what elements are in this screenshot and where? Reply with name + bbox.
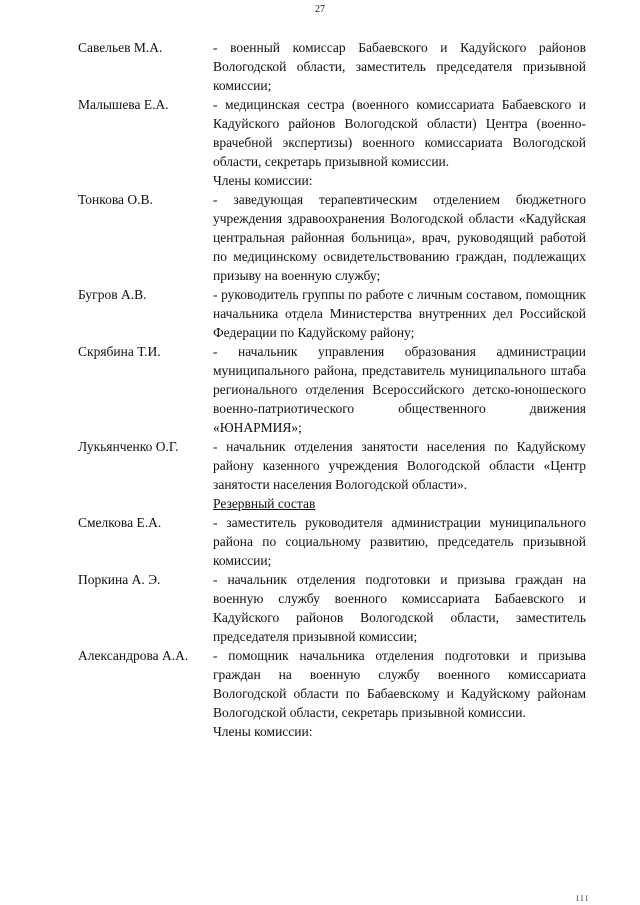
reserve-heading: Резервный состав — [213, 496, 316, 511]
person-role: - начальник отделения подготовки и призыва граждан на военную службу военного комиссариата Бабаевского и Кадуйского районов Вологодской области, заместитель председателя призывной комиссии; — [213, 572, 586, 644]
reserve-heading-row — [78, 494, 586, 513]
list-item — [78, 513, 586, 570]
person-name: Малышева Е.А. — [78, 97, 169, 112]
footer-mark: I I I — [576, 894, 588, 903]
list-item — [78, 38, 586, 95]
person-name: Савельев М.А. — [78, 40, 163, 55]
person-name: Поркина А. Э. — [78, 572, 161, 587]
person-name: Смелкова Е.А. — [78, 515, 162, 530]
person-role: - руководитель группы по работе с личным составом, помощник начальника отдела Министерства внутренних дел Российской Федерации по Кадуйскому району; — [213, 287, 586, 340]
person-role: - заведующая терапевтическим отделением бюджетного учреждения здравоохранения Вологодской области «Кадуйская центральная районная больница», врач, руководящий работой по медицинскому освидетельствованию граждан, подлежащих призыву на военную службу; — [213, 192, 586, 283]
person-role: - медицинская сестра (военного комиссариата Бабаевского и Кадуйского районов Вологодской области) Центра (военно-врачебной экспертизы) военного комиссариата Вологодской области, секретарь призывной комиссии. — [213, 97, 586, 169]
person-name: Лукьянченко О.Г. — [78, 439, 179, 454]
list-item — [78, 570, 586, 646]
members-heading-row — [78, 722, 586, 741]
members-heading-row — [78, 171, 586, 190]
person-role: - начальник отделения занятости населения по Кадуйскому району казенного учреждения Вологодской области «Центр занятости населения Вологодской области». — [213, 439, 586, 492]
person-name: Александрова А.А. — [78, 648, 189, 663]
members-heading: Члены комиссии: — [213, 724, 313, 739]
list-item — [78, 437, 586, 494]
person-name: Скрябина Т.И. — [78, 344, 161, 359]
person-name: Бугров А.В. — [78, 287, 147, 302]
person-role: - помощник начальника отделения подготовки и призыва граждан на военную службу военного комиссариата Вологодской области по Бабаевскому и Кадуйскому районам Вологодской области, секретарь призывной комиссии. — [213, 648, 586, 720]
list-item — [78, 95, 586, 171]
list-item — [78, 190, 586, 285]
page-number: 27 — [315, 4, 325, 15]
document-body — [78, 38, 586, 741]
list-item — [78, 646, 586, 722]
list-item — [78, 342, 586, 437]
person-role: - заместитель руководителя администрации муниципального района по социальному развитию, председатель призывной комиссии; — [213, 515, 586, 568]
person-role: - военный комиссар Бабаевского и Кадуйского районов Вологодской области, заместитель председателя призывной комиссии; — [213, 40, 586, 93]
person-name: Тонкова О.В. — [78, 192, 153, 207]
members-heading: Члены комиссии: — [213, 173, 313, 188]
list-item — [78, 285, 586, 342]
person-role: - начальник управления образования администрации муниципального района, представитель муниципального штаба регионального отделения Всероссийского детско-юношеского военно-патриотического общественного движения «ЮНАРМИЯ»; — [213, 344, 586, 435]
